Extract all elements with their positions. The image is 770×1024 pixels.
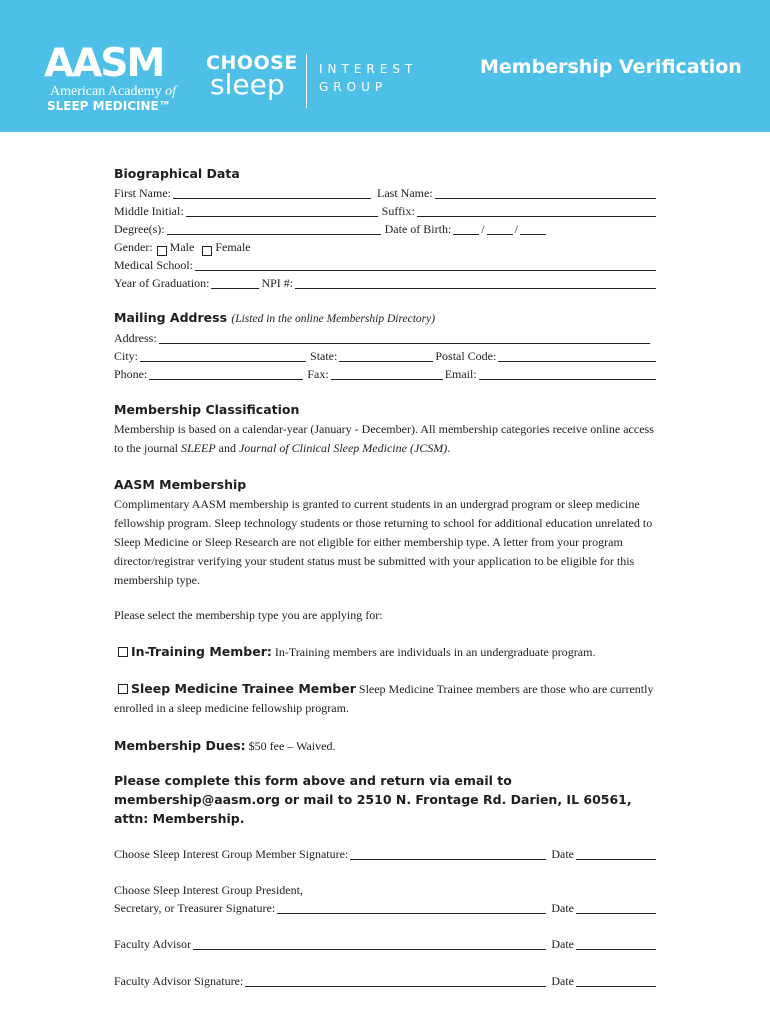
first-name-field[interactable] xyxy=(173,186,371,199)
president-date-field[interactable] xyxy=(576,901,656,914)
fax-label: Fax: xyxy=(307,367,329,381)
degrees-field[interactable] xyxy=(167,222,381,235)
aasm-membership-paragraph: Complimentary AASM membership is granted to current students in an undergrad program or sleep medicine fellowship program. Sleep technology students or those returning to school for additional education unrelated to Sleep Medicine or Sleep Research are not eligible for either membership type. A letter from your program director/registrar verifying your student status must be submitted with your application to be eligible for this membership type. xyxy=(114,497,653,587)
gender-label: Gender: xyxy=(114,240,153,254)
president-label-line2: Secretary, or Treasurer Signature: xyxy=(114,901,276,915)
faculty-signature-field[interactable] xyxy=(245,974,546,987)
dob-label: Date of Birth: xyxy=(384,222,452,236)
membership-dues xyxy=(114,736,658,756)
form-content xyxy=(114,164,658,990)
dob-separator-2: / xyxy=(514,222,518,236)
state-field[interactable] xyxy=(339,349,433,362)
aasm-logo-line2: SLEEP MEDICINE™ xyxy=(47,99,171,113)
member-date-field[interactable] xyxy=(576,847,656,860)
logo-divider xyxy=(306,54,307,108)
male-checkbox[interactable] xyxy=(157,246,167,256)
select-prompt: Please select the membership type you are applying for: xyxy=(114,608,383,622)
suffix-label: Suffix: xyxy=(381,204,415,218)
in-training-text: In-Training members are individuals in an undergraduate program. xyxy=(271,645,596,659)
bio-row-gender xyxy=(114,238,658,256)
interest-group-line2: GROUP xyxy=(319,80,388,94)
dues-label: Membership Dues: xyxy=(114,738,246,753)
faculty-signature-row xyxy=(114,972,658,990)
last-name-label: Last Name: xyxy=(377,186,433,200)
in-training-option xyxy=(114,642,658,662)
interest-group-label xyxy=(319,60,417,96)
member-signature-label: Choose Sleep Interest Group Member Signature: xyxy=(114,847,349,861)
faculty-signature-date-label: Date xyxy=(551,974,574,988)
first-name-label: First Name: xyxy=(114,186,171,200)
classification-text: Membership is based on a calendar-year (January - December). All membership categories receive online access to the journal SLEEP and Journal of Clinical Sleep Medicine (JCSM). xyxy=(114,422,654,455)
aasm-logo-mark: AASM xyxy=(44,41,164,86)
faculty-advisor-row xyxy=(114,935,658,953)
address-label: Address: xyxy=(114,331,157,345)
president-signature-row2 xyxy=(114,899,658,917)
aasm-membership-heading: AASM Membership xyxy=(114,477,247,492)
choose-sleep-logo-bottom: sleep xyxy=(210,68,285,101)
phone-field[interactable] xyxy=(149,367,303,380)
mailing-note: (Listed in the online Membership Directory) xyxy=(231,313,436,325)
middle-initial-label: Middle Initial: xyxy=(114,204,184,218)
aasm-logo xyxy=(44,41,176,114)
address-field[interactable] xyxy=(159,331,650,344)
mailing-heading xyxy=(114,308,658,329)
dob-separator-1: / xyxy=(481,222,485,236)
degrees-label: Degree(s): xyxy=(114,222,165,236)
bio-row-school xyxy=(114,256,658,274)
president-signature-field[interactable] xyxy=(277,901,546,914)
state-label: State: xyxy=(310,349,338,363)
bio-row-grad xyxy=(114,274,658,292)
trainee-option xyxy=(114,679,658,718)
email-label: Email: xyxy=(444,367,477,381)
bio-row-names xyxy=(114,184,658,202)
choose-sleep-logo-top: CHOOSE xyxy=(206,52,298,74)
page-title: Membership Verification xyxy=(480,56,742,78)
choose-sleep-logo xyxy=(206,53,298,99)
mailing-row-address xyxy=(114,329,658,347)
medical-school-field[interactable] xyxy=(195,258,656,271)
faculty-signature-label: Faculty Advisor Signature: xyxy=(114,974,244,988)
trainee-label: Sleep Medicine Trainee Member xyxy=(131,681,356,696)
classification-heading: Membership Classification xyxy=(114,402,300,417)
mailing-heading-text: Mailing Address xyxy=(114,310,228,325)
fax-field[interactable] xyxy=(331,367,443,380)
interest-group-line1: INTEREST xyxy=(319,62,418,76)
in-training-checkbox[interactable] xyxy=(118,647,128,657)
member-signature-row xyxy=(114,845,658,863)
female-checkbox[interactable] xyxy=(202,246,212,256)
bio-row-degrees xyxy=(114,220,658,238)
faculty-signature-date-field[interactable] xyxy=(576,974,656,987)
faculty-advisor-field[interactable] xyxy=(193,937,546,950)
member-signature-field[interactable] xyxy=(350,847,546,860)
faculty-advisor-date-label: Date xyxy=(551,937,574,951)
postal-label: Postal Code: xyxy=(435,349,497,363)
last-name-field[interactable] xyxy=(435,186,656,199)
faculty-advisor-date-field[interactable] xyxy=(576,937,656,950)
medical-school-label: Medical School: xyxy=(114,258,193,272)
phone-label: Phone: xyxy=(114,367,148,381)
bio-heading: Biographical Data xyxy=(114,166,240,181)
city-field[interactable] xyxy=(140,349,306,362)
email-field[interactable] xyxy=(479,367,656,380)
male-label: Male xyxy=(169,240,195,254)
mailing-row-city xyxy=(114,347,658,365)
member-date-label: Date xyxy=(551,847,574,861)
female-label: Female xyxy=(215,240,251,254)
trainee-text: Sleep Medicine Trainee members are those who are currently enrolled in a sleep medicine fellowship program. xyxy=(114,682,654,715)
suffix-field[interactable] xyxy=(417,204,656,217)
president-date-label: Date xyxy=(551,901,574,915)
president-signature-row1 xyxy=(114,881,658,899)
postal-field[interactable] xyxy=(498,349,656,362)
year-grad-field[interactable] xyxy=(211,276,259,289)
bio-row-middle xyxy=(114,202,658,220)
in-training-label: In-Training Member: xyxy=(131,644,272,659)
president-label-line1: Choose Sleep Interest Group President, xyxy=(114,883,303,897)
mailing-row-phone xyxy=(114,365,658,383)
dob-day-field[interactable] xyxy=(487,222,513,235)
header-banner xyxy=(0,0,770,132)
trainee-checkbox[interactable] xyxy=(118,684,128,694)
return-instructions: Please complete this form above and return via email to membership@aasm.org or mail to 2510 N. Frontage Rd. Darien, IL 60561, attn: Membership. xyxy=(114,773,632,826)
dues-text: $50 fee – Waived. xyxy=(245,739,336,753)
year-grad-label: Year of Graduation: xyxy=(114,276,210,290)
city-label: City: xyxy=(114,349,139,363)
dob-month-field[interactable] xyxy=(453,222,479,235)
middle-initial-field[interactable] xyxy=(186,204,378,217)
dob-year-field[interactable] xyxy=(520,222,546,235)
aasm-logo-line1: American Academy of xyxy=(50,84,176,99)
faculty-advisor-label: Faculty Advisor xyxy=(114,937,191,951)
npi-field[interactable] xyxy=(295,276,656,289)
npi-label: NPI #: xyxy=(261,276,294,290)
